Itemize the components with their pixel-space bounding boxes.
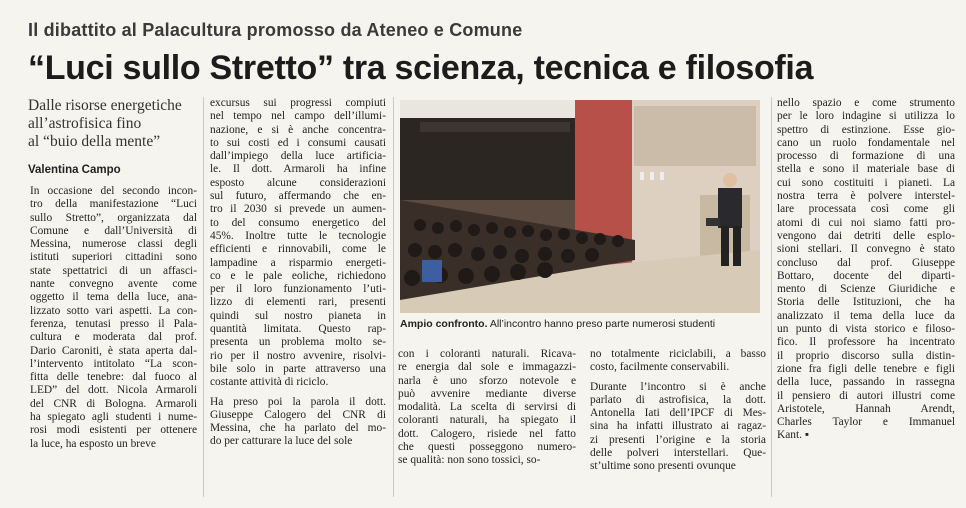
text-line: sioni stellari. Il convegno è stato [777,243,955,256]
text-line: analizzato il tema della luce da [777,309,955,322]
subhead [28,97,208,151]
text-line: state spettatrici di un affasci- [30,264,197,277]
photo-caption [400,318,770,330]
text-line: per il loro funzionamento l’uti- [210,283,386,296]
text-line: le. Il dott. Armaroli ha infine [210,163,386,176]
headline: “Luci sullo Stretto” tra scienza, tecnica e filosofia [28,49,814,87]
text-line: 45%. Inoltre tutte le tecnologie [210,229,386,242]
text-line: Dario Caroniti, è stata aperta dal- [30,344,197,357]
text-line: zione fra figli delle tenebre e figli [777,362,955,375]
text-line: Storia delle Istituzioni, che ha [777,296,955,309]
text-line: tro il 2030 si prevede un aumen- [210,203,386,216]
text-line: dall’impiego della luce artificia- [210,150,386,163]
text-line: sullo Stretto”, organizzata dal [30,211,197,224]
text-line: nazione, e si è anche concentra- [210,123,386,136]
text-line: tro della manifestazione “Luci [30,198,197,211]
event-photo [400,100,760,313]
text-line: quantità limitata. Questo rap- [210,323,386,336]
text-line: nostra terra è polvere interstel- [777,190,955,203]
text-line: il pensiero di autori illustri come [777,389,955,402]
text-line: Kant. ▪ [777,429,809,442]
text-line: excursus sui progressi compiuti [210,97,386,109]
text-line: concluso dal prof. Giuseppe [777,256,955,269]
caption-lead: Ampio confronto. [400,318,488,330]
text-line: spettro di estinzione. Esse gio- [777,123,955,136]
text-line: no totalmente riciclabili, a basso [590,348,766,360]
text-line: atomi di cui noi siamo fatti pro- [777,216,955,229]
text-line: delle polveri interstellari. Que- [590,447,766,460]
article-column-2 [210,97,386,449]
article-column-1 [30,185,197,451]
text-line: cui sono costituiti i pianeti. La [777,176,955,189]
text-line: lizzo di elementi rari, presenti [210,296,386,309]
text-line: istituti superiori cittadini sono [30,251,197,264]
text-line: Antonella Iati dell’IPCF di Mes- [590,407,766,420]
text-line: fico. Il professore ha incentrato [777,336,955,349]
column-divider [393,97,394,497]
text-line: Messina, numerose classi degli [30,238,197,251]
text-line: un punto di vista storico e filoso- [777,323,955,336]
text-line: bile solo in parte attraverso una [210,362,386,375]
article-column-3 [398,348,576,468]
text-line: oggetto il tema della luce, ana- [30,291,197,304]
text-line: può avvenire mediante diverse [398,387,576,400]
text-line: stella e sono il materiale base di [777,163,955,176]
byline: Valentina Campo [28,164,121,176]
text-line: Charles Taylor e Immanuel [777,416,955,429]
text-line: ferenza, tenutasi presso il Pala- [30,317,197,330]
text-line: lare processata così come gli [777,203,955,216]
text-line: esposto alcune considerazioni [210,176,386,189]
text-line: cultura e moderata dal prof. [30,331,197,344]
text-line: cano un ruolo fondamentale nel [777,136,955,149]
text-line: Giuseppe Calogero del CNR di [210,408,386,421]
text-line: rio per il nostro avvenire, risolvi- [210,349,386,362]
text-line: coloranti naturali, ha spiegato il [398,414,576,427]
text-line: presenta un problema molto se- [210,336,386,349]
text-line: del CNR di Bologna. Armaroli [30,397,197,410]
text-line: Durante l’incontro si è anche [590,380,766,393]
text-line: mento di Scienze Giuridiche e [777,283,955,296]
text-line: con i coloranti naturali. Ricava- [398,348,576,360]
text-line: nel tempo nel campo dell’illumi- [210,110,386,123]
text-line: sul futuro, affermando che en- [210,190,386,203]
text-line: In occasione del secondo incon- [30,185,197,197]
text-line: narla è uno sforzo notevole e [398,374,576,387]
text-line: LED” del dott. Nicola Armaroli [30,384,197,397]
column-divider [203,97,204,497]
subhead-line: Dalle risorse energetiche [28,97,182,114]
text-line: la luce, ha esposto un breve [30,437,156,450]
text-line: sina ha infatti illustrato ai ragaz- [590,420,766,433]
text-line: Comune e dall’Università di [30,224,197,237]
text-line: Bottaro, docente del diparti- [777,269,955,282]
subhead-line: al “buio della mente” [28,133,161,150]
text-line: nello spazio e come strumento [777,97,955,109]
text-line: re energia dal sole e immagazzi- [398,361,576,374]
text-line: lizzato sotto vari aspetti. La con- [30,304,197,317]
text-line: ha spiegato agli studenti i nume- [30,411,197,424]
text-line: do per catturare la luce del sole [210,435,353,448]
text-line: della luce, passando in rassegna [777,376,955,389]
text-line: quindi sul nostro pianeta in [210,309,386,322]
text-line: co e le pale eoliche, richiedono [210,269,386,282]
text-line: fitta delle tenebre: dal fuoco al [30,371,197,384]
text-line: costante attività di riciclo. [210,376,329,389]
text-line: efficienti e rinnovabili, come le [210,243,386,256]
text-line: processo di formazione di una [777,150,955,163]
text-line: dott. Calogero, risiede nel fatto [398,427,576,440]
text-line: to sui costi ed i consumi causati [210,136,386,149]
text-line: parlato di astrofisica, la dott. [590,393,766,406]
text-line: st’ultime sono presenti ovunque [590,460,736,473]
kicker: Il dibattito al Palacultura promosso da Ateneo e Comune [28,20,523,40]
text-line: che questi posseggono numero- [398,441,576,454]
text-line: Aristotele, Hannah Arendt, [777,402,955,415]
text-line: vengono dai detriti delle esplo- [777,229,955,242]
text-line: per le loro indagine si utilizza lo [777,110,955,123]
text-line: nante convegno avente come [30,278,197,291]
text-line: rosi modi esistenti per ottenere [30,424,197,437]
column-divider [771,97,772,497]
text-line: lampadine a risparmio energeti- [210,256,386,269]
text-line: to del consumo energetico del [210,216,386,229]
text-line: l’intervento intitolato “La scon- [30,357,197,370]
text-line: modalità. La scelta di servirsi di [398,401,576,414]
text-line: costo, facilmente conservabili. [590,361,730,374]
text-line: se qualità: non sono tossici, so- [398,454,541,467]
text-line: Ha preso poi la parola il dott. [210,395,386,408]
text-line: Messina, che ha parlato del mo- [210,422,386,435]
event-photo-illustration [400,100,760,313]
text-line: il proprio discorso sulla distin- [777,349,955,362]
subhead-line: all’astrofisica fino [28,115,142,132]
article-column-5 [777,97,955,443]
text-line: zi presenti l’origine e la storia [590,433,766,446]
caption-text: All’incontro hanno preso parte numerosi studenti [487,318,716,330]
article-column-4 [590,348,766,474]
